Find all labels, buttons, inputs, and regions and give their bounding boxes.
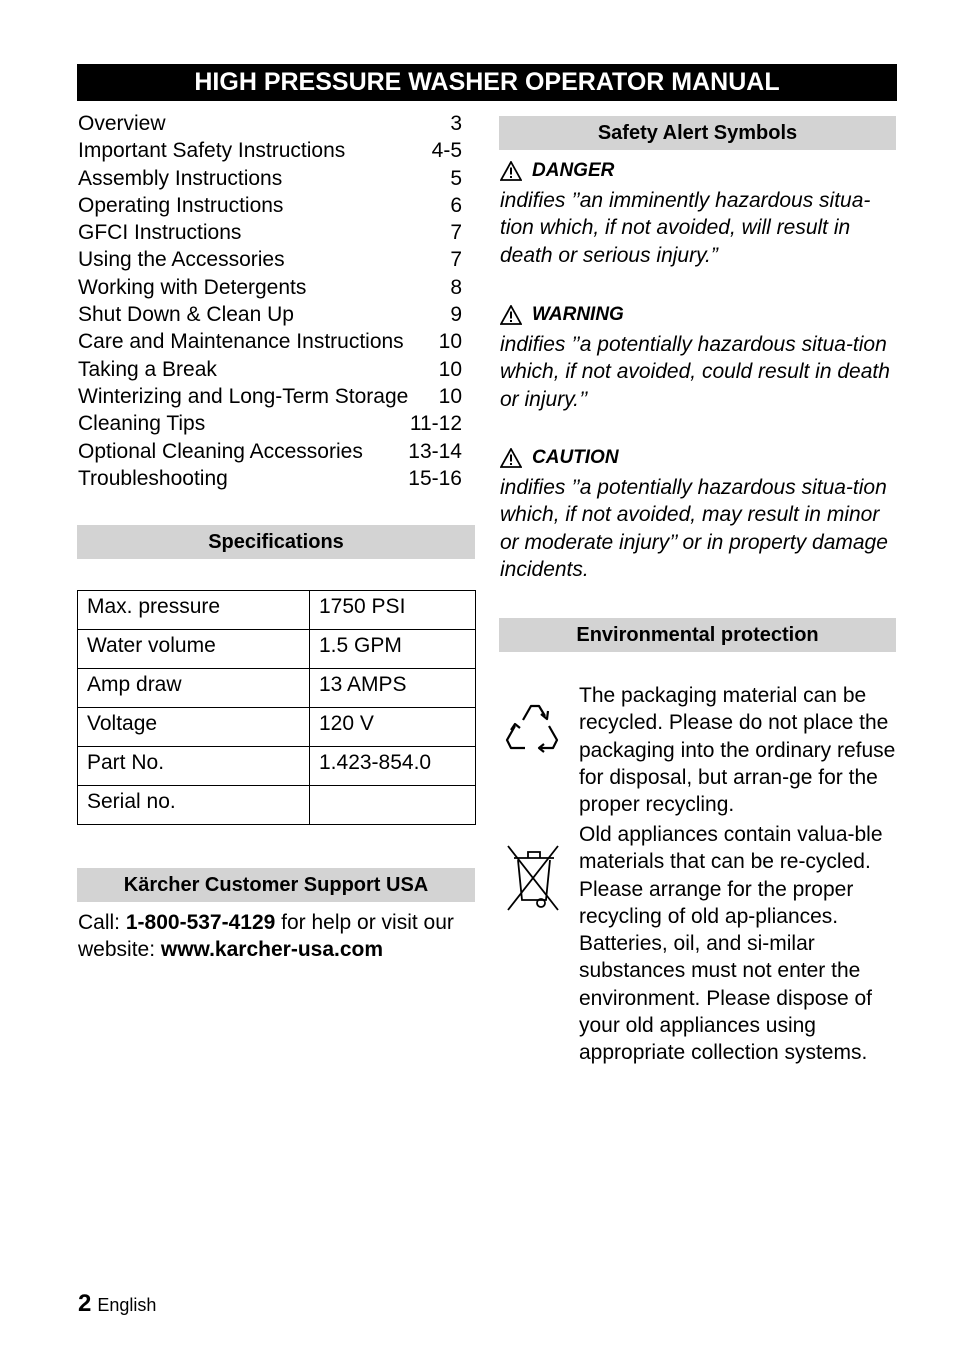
warning-block — [500, 303, 900, 413]
warning-label: WARNING — [532, 304, 624, 325]
specifications-heading: Specifications — [77, 525, 475, 559]
toc-page: 8 — [450, 275, 462, 299]
support-middle-text: for help or visit our website: — [78, 911, 454, 961]
toc-page: 7 — [450, 248, 462, 272]
spec-label: Amp draw — [78, 669, 310, 708]
recycle-icon — [501, 694, 565, 758]
spec-label: Part No. — [78, 747, 310, 786]
spec-label: Voltage — [78, 708, 310, 747]
spec-value: 1750 PSI — [310, 591, 476, 630]
toc-page: 3 — [450, 112, 462, 135]
appliance-text: Old appliances contain valua-ble materials that can be re-cycled. Please arrange for the proper recycling of old ap-pliances. Batteries, oil, and si-milar substances must not enter the environment. Please dispose of your old appliances using appropriate collection systems. — [579, 823, 883, 1065]
toc-label: Winterizing and Long-Term Storage — [78, 384, 409, 408]
toc-entry — [78, 246, 462, 273]
table-row — [78, 591, 476, 630]
toc-page: 6 — [450, 193, 462, 217]
page-title: HIGH PRESSURE WASHER OPERATOR MANUAL — [77, 64, 897, 101]
caution-label: CAUTION — [532, 447, 619, 468]
support-heading: Kärcher Customer Support USA — [77, 868, 475, 902]
danger-block — [500, 159, 900, 269]
table-row — [78, 708, 476, 747]
toc-label: Shut Down & Clean Up — [78, 303, 294, 327]
toc-page: 9 — [450, 303, 462, 327]
caution-block — [500, 446, 900, 583]
danger-label: DANGER — [532, 160, 615, 181]
toc-label: Operating Instructions — [78, 193, 284, 217]
toc-entry — [78, 465, 462, 492]
toc-page: 10 — [438, 330, 462, 354]
page-footer — [78, 1290, 156, 1318]
spec-value — [310, 786, 476, 825]
toc-label: Cleaning Tips — [78, 412, 206, 436]
page-number: 2 — [78, 1290, 92, 1317]
spec-label: Max. pressure — [78, 591, 310, 630]
toc-page: 10 — [438, 384, 462, 408]
spec-value: 1.423-854.0 — [310, 747, 476, 786]
toc-entry — [78, 410, 462, 437]
spec-label: Serial no. — [78, 786, 310, 825]
toc-page: 11-12 — [409, 412, 462, 436]
toc-entry — [78, 383, 462, 410]
toc-entry — [78, 301, 462, 328]
call-prefix: Call: — [78, 911, 126, 934]
toc-label: Assembly Instructions — [78, 166, 283, 190]
footer-language: English — [97, 1295, 157, 1315]
toc-entry — [78, 165, 462, 192]
toc-page: 10 — [438, 357, 462, 381]
table-row — [78, 669, 476, 708]
environment-heading: Environmental protection — [499, 618, 896, 652]
warning-triangle-icon — [500, 305, 522, 325]
toc-entry — [78, 356, 462, 383]
toc-label: GFCI Instructions — [78, 221, 242, 245]
toc-entry — [78, 110, 462, 137]
toc-label: Working with Detergents — [78, 275, 307, 299]
warning-triangle-icon — [500, 161, 522, 181]
table-row — [78, 747, 476, 786]
toc-label: Using the Accessories — [78, 248, 285, 272]
warning-triangle-icon — [500, 448, 522, 468]
specifications-table — [77, 590, 476, 825]
toc-entry — [78, 274, 462, 301]
table-of-contents — [78, 110, 462, 492]
spec-label: Water volume — [78, 630, 310, 669]
warning-text: indifies ’’a potentially hazardous situa-tion which, if not avoided, could result in death or injury.’’ — [500, 333, 890, 411]
toc-label: Important Safety Instructions — [78, 139, 346, 163]
support-phone: 1-800-537-4129 — [125, 911, 276, 934]
spec-value: 1.5 GPM — [310, 630, 476, 669]
toc-label: Care and Maintenance Instructions — [78, 330, 404, 354]
table-row — [78, 630, 476, 669]
toc-page: 7 — [450, 221, 462, 245]
spec-value: 120 V — [310, 708, 476, 747]
toc-entry — [78, 219, 462, 246]
support-text — [78, 909, 478, 963]
toc-entry — [78, 137, 462, 164]
toc-label: Troubleshooting — [78, 466, 228, 490]
recycle-text: The packaging material can be recycled. Please do not place the packaging into the ordinary refuse for disposal, but arran-ge for the proper recycling. — [579, 684, 896, 817]
toc-page: 15-16 — [408, 466, 462, 490]
crossed-bin-icon — [504, 842, 562, 914]
toc-label: Optional Cleaning Accessories — [78, 439, 363, 463]
toc-label: Taking a Break — [78, 357, 217, 381]
toc-page: 5 — [450, 166, 462, 190]
table-row — [78, 786, 476, 825]
toc-entry — [78, 192, 462, 219]
toc-page: 13-14 — [408, 439, 462, 463]
toc-page: 4-5 — [431, 139, 462, 163]
spec-value: 13 AMPS — [310, 669, 476, 708]
toc-label: Overview — [78, 112, 166, 135]
danger-text: indifies ’’an imminently hazardous situa-tion which, if not avoided, will result in death or serious injury.” — [500, 189, 871, 267]
safety-heading: Safety Alert Symbols — [499, 116, 896, 150]
support-website: www.karcher-usa.com — [160, 938, 384, 961]
toc-entry — [78, 438, 462, 465]
toc-entry — [78, 328, 462, 355]
caution-text: indifies ’’a potentially hazardous situa-tion which, if not avoided, may result in minor or moderate injury’’ or in property damage incidents. — [500, 476, 888, 581]
